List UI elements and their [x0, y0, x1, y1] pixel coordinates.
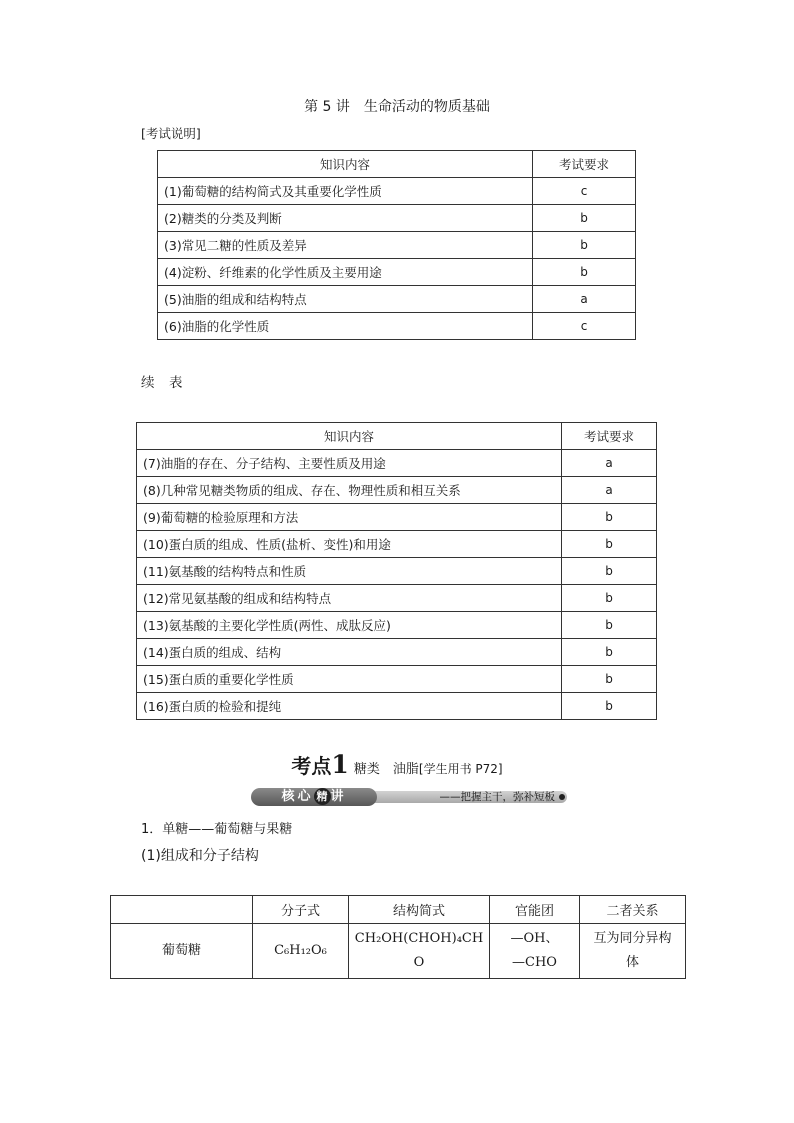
banner-highlight: 精 — [314, 788, 331, 805]
level-cell: b — [533, 205, 636, 232]
table-header-row — [158, 151, 636, 178]
substance-name-cell: 葡萄糖 — [111, 924, 253, 979]
continued-table-label: 续 表 — [141, 375, 183, 391]
column-header-blank — [111, 896, 253, 924]
table-row — [137, 531, 657, 558]
banner-pill — [251, 788, 377, 806]
table-row — [137, 504, 657, 531]
relation-line-2: 体 — [625, 955, 639, 970]
kaodian-heading — [0, 750, 794, 779]
table-row — [158, 313, 636, 340]
table-row — [158, 259, 636, 286]
table-header-row — [111, 896, 686, 924]
banner-text-1: 核心 — [281, 789, 314, 804]
content-cell: (3)常见二糖的性质及差异 — [158, 232, 533, 259]
level-cell: b — [562, 531, 657, 558]
section-heading: 1．单糖——葡萄糖与果糖 — [141, 822, 293, 837]
level-cell: b — [562, 693, 657, 720]
group-line-2: —CHO — [512, 955, 557, 970]
column-header-level: 考试要求 — [533, 151, 636, 178]
content-cell: (8)几种常见糖类物质的组成、存在、物理性质和相互关系 — [137, 477, 562, 504]
content-cell: (15)蛋白质的重要化学性质 — [137, 666, 562, 693]
content-cell: (2)糖类的分类及判断 — [158, 205, 533, 232]
level-cell: c — [533, 313, 636, 340]
level-cell: b — [533, 259, 636, 286]
level-cell: b — [562, 666, 657, 693]
column-header-content: 知识内容 — [158, 151, 533, 178]
group-line-1: —OH、 — [510, 931, 559, 946]
content-cell: (9)葡萄糖的检验原理和方法 — [137, 504, 562, 531]
relation-line-1: 互为同分异构 — [593, 931, 672, 946]
level-cell: c — [533, 178, 636, 205]
requirements-table-2 — [136, 422, 657, 720]
table-row — [158, 232, 636, 259]
level-cell: a — [562, 450, 657, 477]
content-cell: (14)蛋白质的组成、结构 — [137, 639, 562, 666]
level-cell: b — [562, 612, 657, 639]
content-cell: (5)油脂的组成和结构特点 — [158, 286, 533, 313]
content-cell: (1)葡萄糖的结构简式及其重要化学性质 — [158, 178, 533, 205]
subsection-heading: (1)组成和分子结构 — [141, 848, 259, 864]
table-row — [158, 286, 636, 313]
column-header-formula: 分子式 — [253, 896, 349, 924]
banner-text-2: 讲 — [330, 789, 347, 804]
table-row — [111, 924, 686, 979]
exam-notes-label: [考试说明] — [141, 126, 201, 141]
table-row — [137, 477, 657, 504]
content-cell: (16)蛋白质的检验和提纯 — [137, 693, 562, 720]
column-header-relation: 二者关系 — [580, 896, 686, 924]
molecule-table — [110, 895, 686, 979]
kaodian-label: 考点 — [291, 754, 332, 778]
level-cell: b — [533, 232, 636, 259]
kaodian-topic: 糖类 油脂 — [353, 762, 419, 777]
table-row — [137, 585, 657, 612]
bullet-dot-icon — [559, 794, 565, 800]
table-row — [137, 639, 657, 666]
table-row — [158, 205, 636, 232]
level-cell: b — [562, 558, 657, 585]
level-cell: a — [562, 477, 657, 504]
column-header-group: 官能团 — [490, 896, 580, 924]
page-title: 第 5 讲 生命活动的物质基础 — [304, 99, 490, 115]
kaodian-source: [学生用书 P72] — [418, 762, 503, 776]
table-row — [158, 178, 636, 205]
table-row — [137, 558, 657, 585]
structure-line-2: O — [413, 955, 425, 970]
table-row — [137, 693, 657, 720]
table-row — [137, 450, 657, 477]
column-header-level: 考试要求 — [562, 423, 657, 450]
level-cell: b — [562, 639, 657, 666]
content-cell: (12)常见氨基酸的组成和结构特点 — [137, 585, 562, 612]
level-cell: b — [562, 585, 657, 612]
content-cell: (6)油脂的化学性质 — [158, 313, 533, 340]
banner-tagline: ——把握主干，弥补短板 — [439, 791, 555, 803]
kaodian-number: 1 — [331, 750, 349, 779]
structure-cell — [349, 924, 490, 979]
content-cell: (10)蛋白质的组成、性质(盐析、变性)和用途 — [137, 531, 562, 558]
column-header-structure: 结构简式 — [349, 896, 490, 924]
formula-cell: C₆H₁₂O₆ — [253, 924, 349, 979]
requirements-table-1 — [157, 150, 636, 340]
table-row — [137, 666, 657, 693]
structure-line-1: CH₂OH(CHOH)₄CH — [354, 931, 484, 946]
relation-cell — [580, 924, 686, 979]
level-cell: a — [533, 286, 636, 313]
content-cell: (7)油脂的存在、分子结构、主要性质及用途 — [137, 450, 562, 477]
core-lecture-banner — [251, 788, 569, 806]
table-header-row — [137, 423, 657, 450]
content-cell: (13)氨基酸的主要化学性质(两性、成肽反应) — [137, 612, 562, 639]
level-cell: b — [562, 504, 657, 531]
table-row — [137, 612, 657, 639]
content-cell: (11)氨基酸的结构特点和性质 — [137, 558, 562, 585]
column-header-content: 知识内容 — [137, 423, 562, 450]
functional-group-cell — [490, 924, 580, 979]
content-cell: (4)淀粉、纤维素的化学性质及主要用途 — [158, 259, 533, 286]
